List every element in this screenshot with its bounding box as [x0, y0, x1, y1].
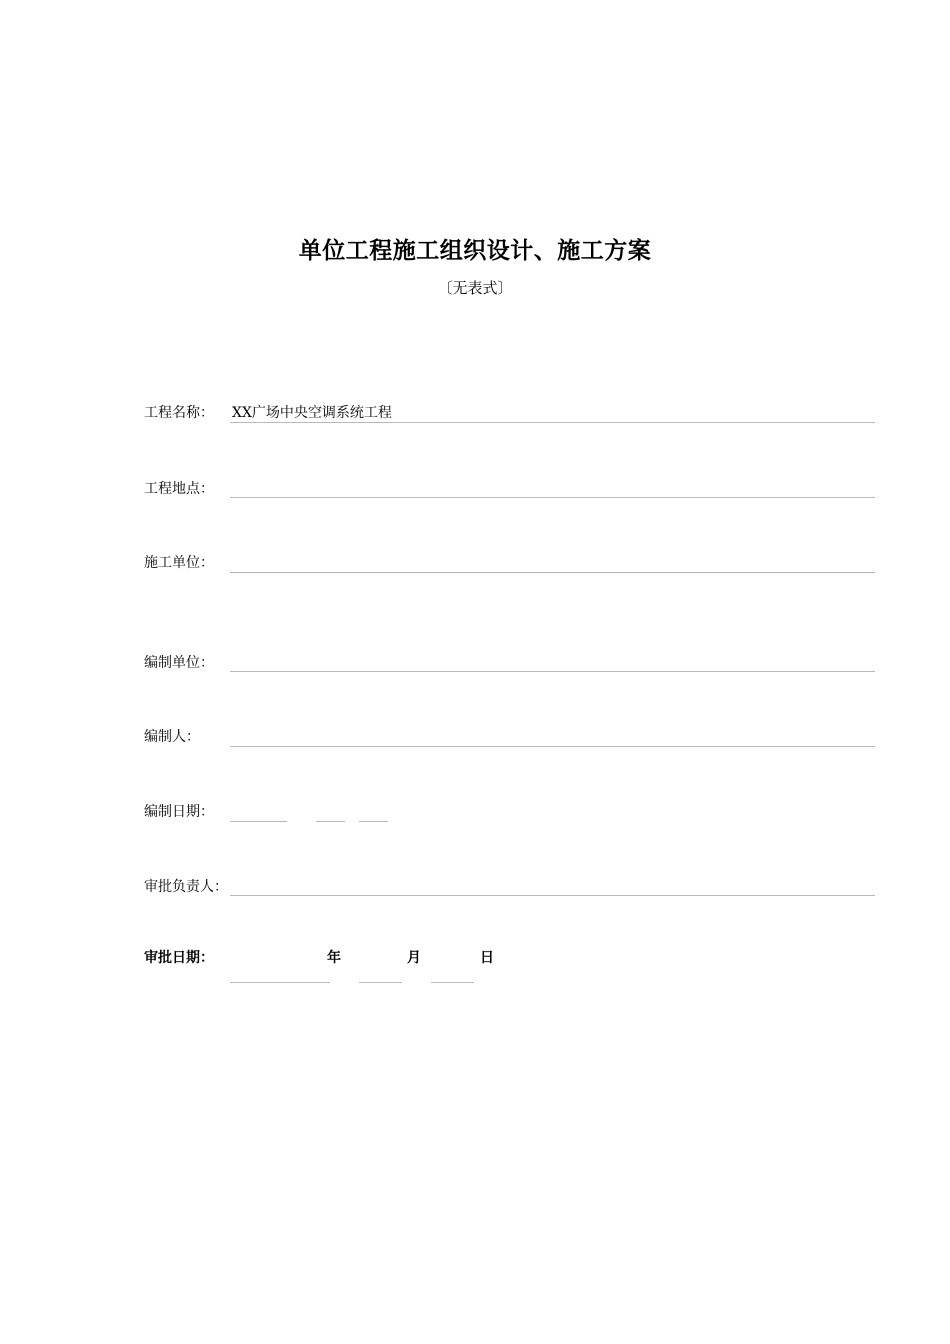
compile-date-day-underline: [359, 821, 388, 822]
approver-label: 审批负责人：: [144, 879, 228, 895]
approval-date-label: 审批日期：: [144, 950, 214, 966]
document-title: 单位工程施工组织设计、施工方案: [298, 238, 652, 264]
project-name-value[interactable]: XX广场中央空调系统工程: [232, 405, 392, 421]
compiler-label: 编制人：: [144, 729, 200, 745]
compile-date-year-underline: [230, 821, 287, 822]
project-location-label: 工程地点：: [144, 481, 214, 497]
compile-date-month-underline: [316, 821, 345, 822]
approval-date-month-underline[interactable]: [359, 982, 402, 983]
project-name-underline: [230, 422, 875, 423]
project-location-underline: [230, 497, 875, 498]
document-subtitle: 〔无表式〕: [437, 279, 513, 297]
approval-date-year-label: 年: [327, 950, 341, 966]
construction-unit-label: 施工单位：: [144, 555, 214, 571]
approval-date-day-label: 日: [480, 950, 494, 966]
project-name-label: 工程名称：: [144, 405, 214, 421]
compile-date-label: 编制日期：: [144, 804, 214, 820]
compiling-unit-underline: [230, 671, 875, 672]
approval-date-year-underline[interactable]: [230, 982, 330, 983]
compiler-underline: [230, 746, 875, 747]
approval-date-day-underline[interactable]: [431, 982, 474, 983]
compiling-unit-label: 编制单位：: [144, 655, 214, 671]
approval-date-month-label: 月: [407, 950, 421, 966]
approver-underline: [230, 895, 875, 896]
construction-unit-underline: [230, 572, 875, 573]
